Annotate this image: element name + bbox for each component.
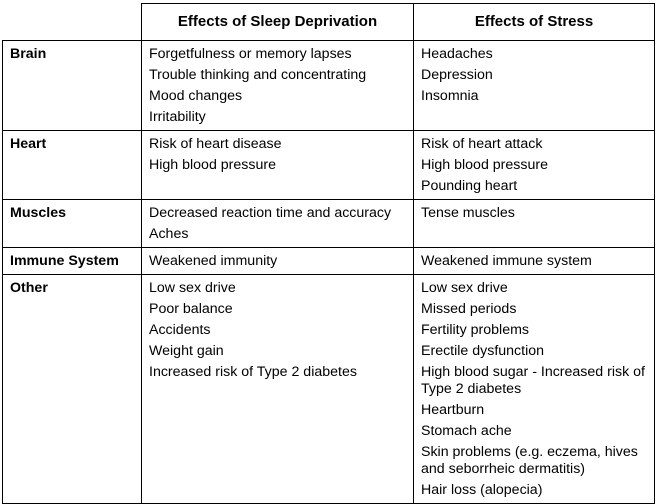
effect-item: Erectile dysfunction [421,343,545,359]
effects-table [2,3,655,504]
row-label: Muscles [3,200,142,248]
effect-item: Depression [421,67,493,83]
effect-item: Weakened immune system [421,253,592,269]
stress-effects-cell [414,41,655,131]
header-stress: Effects of Stress [414,4,655,41]
table-row [3,275,655,504]
table-row [3,41,655,131]
effect-item: Heartburn [421,402,485,418]
row-label: Brain [3,41,142,131]
stress-effects-cell [414,131,655,200]
table-body [3,41,655,504]
effect-item: Low sex drive [421,280,508,296]
table-row [3,248,655,275]
effect-item: Insomnia [421,88,479,104]
table-row [3,200,655,248]
effect-item: Missed periods [421,301,517,317]
effect-item: Trouble thinking and concentrating [149,67,367,83]
effect-item: Mood changes [149,88,243,104]
effect-item: Aches [149,226,189,242]
effect-item: Poor balance [149,301,233,317]
effect-item: Tense muscles [421,205,515,221]
row-label: Other [3,275,142,504]
header-sleep-deprivation: Effects of Sleep Deprivation [142,4,414,41]
row-label: Immune System [3,248,142,275]
sleep-effects-cell [142,131,414,200]
effect-item: Headaches [421,46,493,62]
effect-item: Weight gain [149,343,224,359]
effect-item: Skin problems (e.g. eczema, hives and seborrheic dermatitis) [421,444,638,477]
effect-item: Pounding heart [421,178,518,194]
effect-item: Forgetfulness or memory lapses [149,46,352,62]
effect-item: Low sex drive [149,280,236,296]
effect-item: Stomach ache [421,423,512,439]
effect-item: Hair loss (alopecia) [421,482,543,498]
effect-item: Risk of heart attack [421,136,543,152]
effect-item: Increased risk of Type 2 diabetes [149,364,357,380]
effect-item: Risk of heart disease [149,136,282,152]
header-blank-cell [3,4,142,41]
stress-effects-cell [414,248,655,275]
effect-item: Weakened immunity [149,253,278,269]
effect-item: Irritability [149,109,206,125]
sleep-effects-cell [142,200,414,248]
table-row [3,131,655,200]
row-label: Heart [3,131,142,200]
header-row [3,4,655,41]
sleep-effects-cell [142,275,414,504]
sleep-effects-cell [142,41,414,131]
effect-item: High blood sugar - Increased risk of Type 2 diabetes [421,364,645,397]
effect-item: Accidents [149,322,211,338]
effect-item: High blood pressure [149,157,276,173]
effect-item: High blood pressure [421,157,548,173]
effect-item: Decreased reaction time and accuracy [149,205,392,221]
stress-effects-cell [414,275,655,504]
sleep-effects-cell [142,248,414,275]
stress-effects-cell [414,200,655,248]
effect-item: Fertility problems [421,322,530,338]
